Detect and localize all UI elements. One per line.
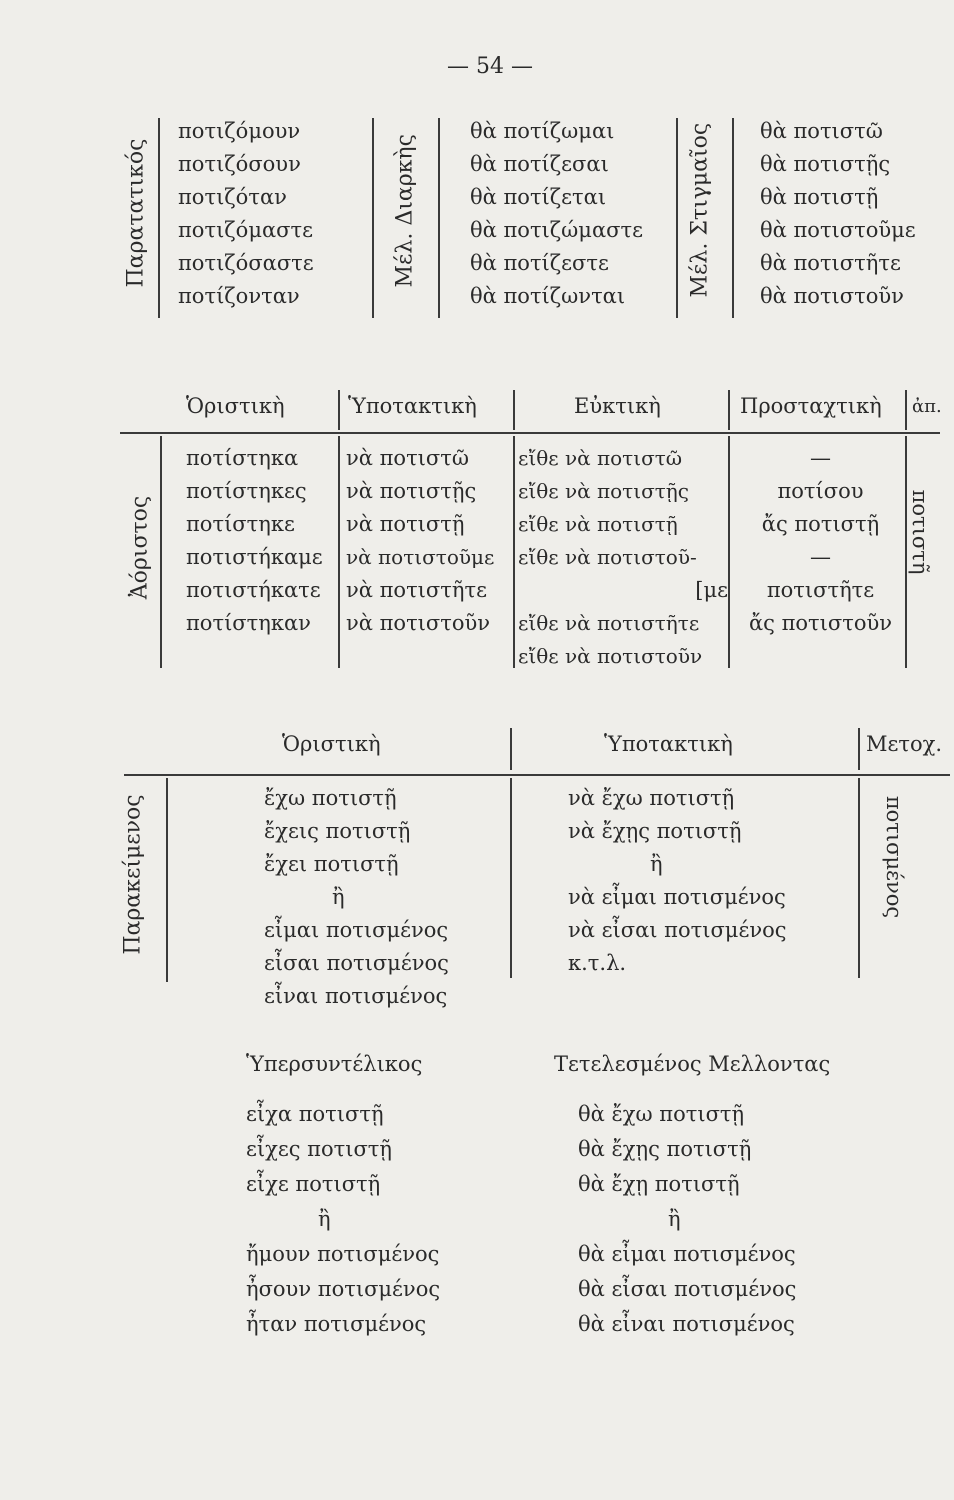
form-line: εἶχα ποτιστῇ <box>246 1102 384 1126</box>
form-line: ἦσουν ποτισμένος <box>246 1277 441 1301</box>
ypersyntelikos-column <box>246 1097 440 1342</box>
form-line: εἶσαι ποτισμένος <box>264 951 449 975</box>
form-line: θὰ ποτιστῶ <box>760 119 883 143</box>
form-line: νὰ εἶμαι ποτισμένος <box>568 885 786 909</box>
divider <box>120 432 940 434</box>
form-line: εἶμαι ποτισμένος <box>264 918 449 942</box>
mellontas-stigmaios-label: Μέλ. Στιγμαῖος <box>687 122 713 298</box>
parakeimenos-label: Παρακείμενος <box>120 794 146 955</box>
form-line: [με <box>695 578 728 602</box>
form-line: εἶχε ποτιστῇ <box>246 1172 381 1196</box>
divider <box>513 390 515 430</box>
aoristos-ypotaktiki-column <box>346 442 494 640</box>
form-line: νὰ εἶσαι ποτισμένος <box>568 918 787 942</box>
form-line: θὰ εἶμαι ποτισμένος <box>578 1242 796 1266</box>
tetelesmenos-column <box>578 1097 796 1342</box>
form-line: ποτιζόταν <box>178 185 287 209</box>
divider <box>510 778 512 978</box>
form-line: εἶχες ποτιστῇ <box>246 1137 392 1161</box>
header-metochi: Μετοχ. <box>866 732 943 756</box>
form-line: θὰ ποτίζεστε <box>470 251 609 275</box>
form-line: εἴθε νὰ ποτιστοῦ- <box>518 545 697 569</box>
form-line: ἄς ποτιστῇ <box>761 512 880 536</box>
form-line: ποτιζόσουν <box>178 152 301 176</box>
form-line: ἔχει ποτιστῇ <box>264 852 399 876</box>
ypersyntelikos-header: Ὑπερσυντέλικος <box>246 1052 423 1076</box>
aoristos-efktiki-column <box>518 442 728 673</box>
divider <box>858 778 860 978</box>
tetelesmenos-header: Τετελεσμένος Μελλοντας <box>554 1052 831 1076</box>
divider <box>905 436 907 668</box>
form-line: θὰ ποτιστῇ <box>760 185 879 209</box>
form-line: ποτιστήκατε <box>186 578 321 602</box>
form-line: ἢ <box>332 885 345 909</box>
form-line: θὰ ποτίζωμαι <box>470 119 615 143</box>
form-line: νὰ ποτιστῇ <box>346 512 465 536</box>
divider <box>676 118 678 318</box>
divider <box>166 778 168 982</box>
form-line: θὰ ποτιστῆτε <box>760 251 901 275</box>
page-number: — 54 — <box>447 54 533 79</box>
form-line: ποτιστῆτε <box>766 578 875 602</box>
form-line: ποτίστηκε <box>186 512 295 536</box>
aoristos-prostaktiki-column <box>738 442 903 640</box>
aparemfato-value: ποτιστῆ <box>908 489 932 575</box>
form-line: — <box>810 545 831 569</box>
form-line: κ.τ.λ. <box>568 951 627 975</box>
divider <box>372 118 374 318</box>
form-line: ποτίστηκα <box>186 446 299 470</box>
divider <box>338 436 340 668</box>
form-line: ποτίστηκαν <box>186 611 311 635</box>
form-line: θὰ ποτιστῇς <box>760 152 891 176</box>
form-line: θὰ εἶναι ποτισμένος <box>578 1312 795 1336</box>
parakeimenos-oristiki-column <box>264 782 449 1013</box>
divider <box>513 436 515 668</box>
form-line: εἶναι ποτισμένος <box>264 984 448 1008</box>
form-line: θὰ ἔχῃ ποτιστῇ <box>578 1172 740 1196</box>
divider <box>438 118 440 318</box>
form-line: θὰ εἶσαι ποτισμένος <box>578 1277 797 1301</box>
divider <box>160 436 162 668</box>
mellontas-stigmaios-column <box>760 115 916 313</box>
form-line: ποτίσου <box>777 479 864 503</box>
header-aparemfato: ἀπ. <box>912 396 942 417</box>
header-oristiki: Ὁριστικὴ <box>282 732 381 756</box>
form-line: θὰ ποτιστοῦν <box>760 284 904 308</box>
form-line: θὰ ποτίζωνται <box>470 284 626 308</box>
form-line: ποτιζόμουν <box>178 119 301 143</box>
form-line: θὰ ἔχῃς ποτιστῇ <box>578 1137 752 1161</box>
form-line: ποτίζονταν <box>178 284 300 308</box>
divider <box>338 390 340 430</box>
mellontas-diarkis-label: Μέλ. Διαρκὴς <box>392 134 418 288</box>
form-line: εἴθε νὰ ποτιστοῦν <box>518 644 703 668</box>
form-line: ἤμουν ποτισμένος <box>246 1242 440 1266</box>
form-line: νὰ ποτιστῇς <box>346 479 477 503</box>
divider <box>728 436 730 668</box>
paratatikos-label: Παρατατικός <box>123 138 149 288</box>
divider <box>158 118 160 318</box>
divider <box>732 118 734 318</box>
paratatikos-past-column <box>178 115 314 313</box>
metochi-value: ποτισμένος <box>882 795 906 919</box>
header-prostaktiki: Προσταχτικὴ <box>740 394 882 418</box>
header-efktiki: Εὐκτικὴ <box>574 394 661 418</box>
form-line: ἄς ποτιστοῦν <box>748 611 893 635</box>
form-line: θὰ ποτιστοῦμε <box>760 218 916 242</box>
header-oristiki: Ὁριστικὴ <box>186 394 285 418</box>
header-ypotaktiki: Ὑποτακτικὴ <box>604 732 733 756</box>
form-line: θὰ ποτίζεται <box>470 185 607 209</box>
parakeimenos-ypotaktiki-column <box>568 782 787 980</box>
form-line: ἢ <box>650 852 663 876</box>
form-line: ἢ <box>318 1207 331 1231</box>
form-line: ἦταν ποτισμένος <box>246 1312 427 1336</box>
form-line: ἔχω ποτιστῇ <box>264 786 397 810</box>
form-line: νὰ ἔχῃς ποτιστῇ <box>568 819 742 843</box>
form-line: θὰ ποτίζεσαι <box>470 152 609 176</box>
form-line: νὰ ποτιστοῦν <box>346 611 491 635</box>
form-line: εἴθε νὰ ποτιστῶ <box>518 446 683 470</box>
divider <box>905 390 907 430</box>
form-line: — <box>810 446 831 470</box>
form-line: θὰ ἔχω ποτιστῇ <box>578 1102 745 1126</box>
form-line: νὰ ποτιστοῦμε <box>346 545 495 569</box>
header-ypotaktiki: Ὑποτακτικὴ <box>348 394 477 418</box>
divider <box>728 390 730 430</box>
form-line: ποτιστήκαμε <box>186 545 323 569</box>
mellontas-diarkis-column <box>470 115 643 313</box>
divider <box>124 774 950 776</box>
form-line: θὰ ποτιζώμαστε <box>470 218 643 242</box>
aoristos-label: Ἀόριστος <box>127 495 153 600</box>
form-line: ἔχεις ποτιστῇ <box>264 819 411 843</box>
form-line: νὰ ποτιστῆτε <box>346 578 487 602</box>
form-line: ποτίστηκες <box>186 479 307 503</box>
form-line: εἴθε νὰ ποτιστῆτε <box>518 611 700 635</box>
divider <box>858 728 860 770</box>
aoristos-oristiki-column <box>186 442 323 640</box>
form-line: εἴθε νὰ ποτιστῇ <box>518 512 678 536</box>
form-line: ἢ <box>668 1207 681 1231</box>
form-line: εἴθε νὰ ποτιστῇς <box>518 479 689 503</box>
form-line: νὰ ποτιστῶ <box>346 446 469 470</box>
divider <box>510 728 512 770</box>
form-line: ποτιζόσαστε <box>178 251 314 275</box>
form-line: ποτιζόμαστε <box>178 218 313 242</box>
form-line: νὰ ἔχω ποτιστῇ <box>568 786 735 810</box>
